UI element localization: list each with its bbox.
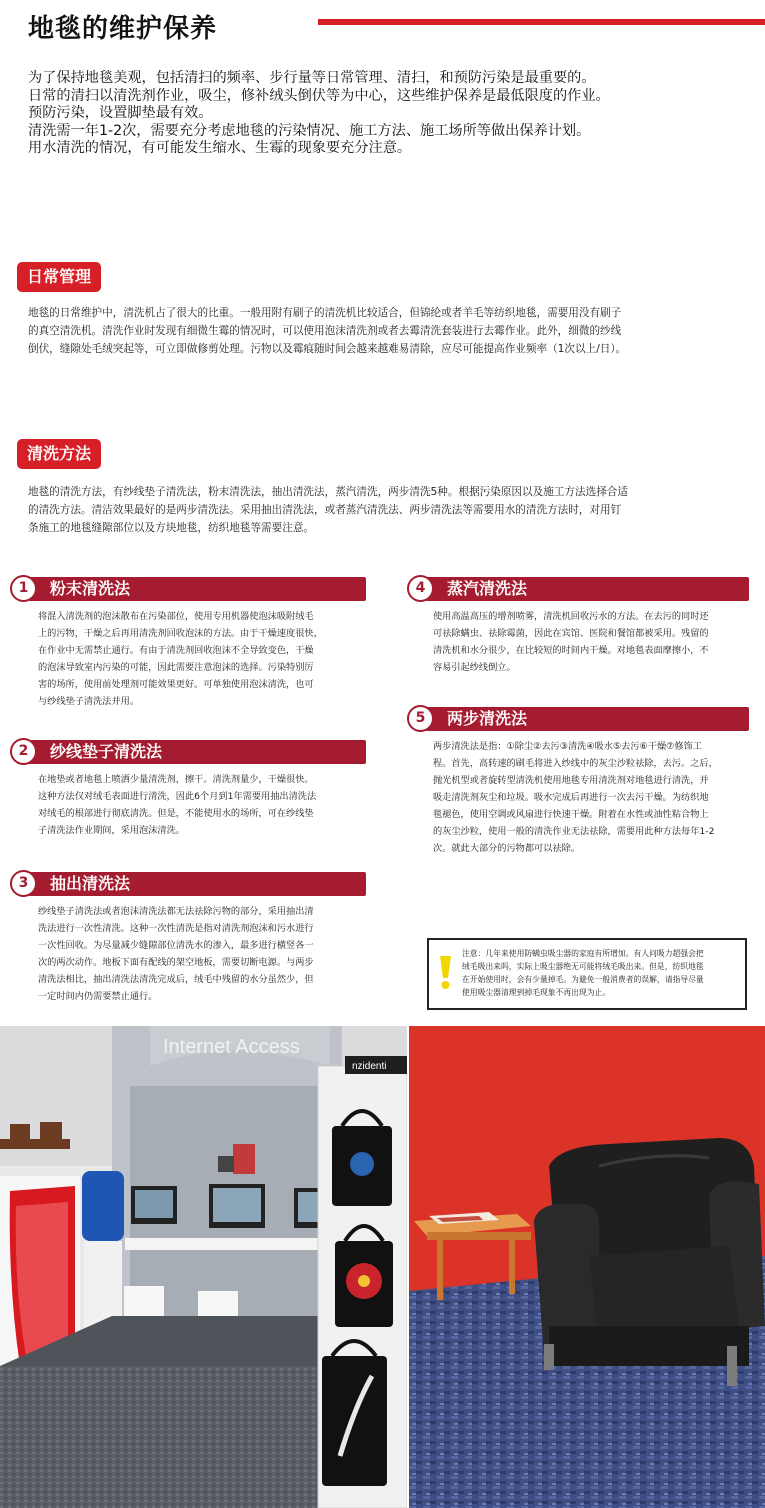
- method-1-text: [38, 608, 323, 710]
- method-4-text: [433, 608, 709, 676]
- internet-access-sign: Internet Access: [163, 1036, 300, 1058]
- method-line: 一定时间内仍需要禁止通行。: [38, 991, 158, 1002]
- method-line: 这种方法仅对绒毛表面进行清洗，因此6个月到1年需要用抽出清洗法: [38, 791, 317, 802]
- lounge-photo: [409, 1026, 765, 1508]
- cleaning-line: 的清洗方法。清洁效果最好的是两步清洗法。采用抽出清洗法，或者蒸汽清洗法、两步清洗法等需要用水的清洗方法时，对用钉: [28, 504, 622, 516]
- method-line: 次。就此大部分的污物都可以祛除。: [433, 843, 580, 854]
- method-title: 抽出清洗法: [50, 874, 131, 893]
- method-number: 1: [10, 575, 37, 602]
- method-title: 纱线垫子清洗法: [50, 742, 163, 761]
- page-title: 地毯的维护保养: [28, 14, 218, 44]
- method-line: 使用高温高压的增剂喷雾，清洗机回收污水的方法。在去污的同时还: [433, 611, 709, 622]
- cleaning-text: [28, 483, 628, 537]
- note-line: 在开始使用时，会有少量掉毛。为避免一般消费者的误解，请指导尽量: [462, 975, 704, 984]
- note-text: [462, 947, 704, 999]
- method-line: 两步清洗法是指：①除尘②去污③清洗④吸水⑤去污⑥干燥⑦修饰工: [433, 741, 702, 752]
- method-3-heading: [10, 870, 366, 897]
- method-line: 的灰尘沙粒，使用一般的清洗作业无法祛除，需要用此种方法每年1-2: [433, 826, 715, 837]
- intro-line: 为了保持地毯美观，包括清扫的频率、步行量等日常管理、清扫，和预防污染是最重要的。: [28, 70, 596, 86]
- method-line: 吸走清洗剂灰尘和垃圾。吸水完成后再进行一次去污干燥。为纺织地: [433, 792, 709, 803]
- method-title: 蒸汽清洗法: [447, 579, 528, 598]
- method-line: 对绒毛的根部进行彻底清洗。但是，不能使用水的场所，可在纱线垫: [38, 808, 314, 819]
- method-line: 容易引起纱线倒立。: [433, 662, 516, 673]
- exclamation-icon: [436, 955, 455, 990]
- method-line: 清洗机和水分很少，在比较短的时间内干燥。对地毯表面摩擦小，不: [433, 645, 709, 656]
- lounge-scene: [409, 1026, 765, 1508]
- method-line: 纱线垫子清洗法或者泡沫清洗法都无法祛除污物的部分，采用抽出清: [38, 906, 314, 917]
- note-line: 绒毛吸出来吗，实际上吸尘器绝无可能将绒毛吸出来。但是，纺织地毯: [462, 962, 704, 971]
- method-line: 害的场所，使用前处理剂可能效果更好。可单独使用泡沫清洗，也可: [38, 679, 314, 690]
- daily-heading: 日常管理: [17, 262, 101, 292]
- daily-text: [28, 304, 626, 358]
- office-photo: [0, 1026, 407, 1508]
- method-line: 清洗法相比，抽出清洗法清洗完成后，绒毛中残留的水分虽然少，但: [38, 974, 314, 985]
- daily-line: 地毯的日常维护中，清洗机占了很大的比重。一般用附有刷子的清洗机比较适合，但锦纶或者羊毛等纺织地毯，需要用没有刷子: [28, 307, 622, 319]
- method-5-heading: [407, 705, 749, 732]
- method-line: 上的污物，干燥之后再用清洗剂回收泡沫的方法。由于干燥速度很快，: [38, 628, 323, 639]
- cleaning-heading: 清洗方法: [17, 439, 101, 469]
- intro-line: 日常的清扫以清洗剂作业，吸尘，修补绒头倒伏等为中心，这些维护保养是最低限度的作业。: [28, 87, 610, 104]
- method-line: 一次性回收。为尽量减少缝隙部位清洗水的渗入，最多进行横竖各一: [38, 940, 314, 951]
- title-rule: [318, 19, 765, 25]
- office-scene: [0, 1026, 407, 1508]
- method-number: 3: [10, 870, 37, 897]
- method-line: 在地垫或者地毯上喷洒少量清洗剂，擦干。清洗剂量少，干燥很快。: [38, 774, 314, 785]
- intro-line: 预防污染，设置脚垫最有效。: [28, 105, 213, 121]
- method-line: 洗法进行一次性清洗。这种一次性清洗是指对清洗剂泡沫和污水进行: [38, 923, 314, 934]
- method-line: 可祛除螨虫、祛除霉菌，因此在宾馆、医院和餐馆都被采用。残留的: [433, 628, 709, 639]
- method-number: 2: [10, 738, 37, 765]
- method-5-text: [433, 738, 718, 857]
- note-line: 注意：几年来使用防螨虫吸尘器的家庭有所增加。有人问吸力超强会把: [462, 949, 704, 958]
- method-2-text: [38, 771, 316, 839]
- intro-line: 用水清洗的情况，有可能发生缩水、生霉的现象要充分注意。: [28, 140, 412, 156]
- daily-line: 的真空清洗机。清洗作业时发现有细微生霉的情况时，可以使用泡沫清洗剂或者去霉清洗套装进行去霉作业。此外，细微的纱线: [28, 325, 622, 337]
- method-line: 将混入清洗剂的泡沫散布在污染部位，使用专用机器使泡沫吸附绒毛: [38, 611, 314, 622]
- method-number: 4: [407, 575, 434, 602]
- method-1-heading: [10, 575, 366, 602]
- intro-line: 清洗需一年1-2次，需要充分考虑地毯的污染情况、施工方法、施工场所等做出保养计划。: [28, 122, 591, 139]
- method-4-heading: [407, 575, 749, 602]
- method-line: 的泡沫导致室内污染的可能，因此需要注意泡沫的选择。污染特别厉: [38, 662, 314, 673]
- method-line: 次的两次动作。地板下面有配线的架空地板，需要切断电源。与两步: [38, 957, 314, 968]
- method-line: 抛光机型或者旋转型清洗机使用地毯专用清洗剂对地毯进行清洗，并: [433, 775, 709, 786]
- method-line: 子清洗法作业期间，采用泡沫清洗。: [38, 825, 185, 836]
- method-line: 程。首先，高转速的刷毛将进入纱线中的灰尘沙粒祛除，去污。之后，: [433, 758, 718, 769]
- method-line: 毯褪色，使用空调或风扇进行快速干燥。附着在水性或油性粘合物上: [433, 809, 709, 820]
- method-2-heading: [10, 738, 366, 765]
- method-title: 两步清洗法: [447, 709, 528, 728]
- intro-text: [28, 70, 748, 158]
- method-line: 与纱线垫子清洗法并用。: [38, 696, 140, 707]
- daily-line: 倒伏，缝隙处毛绒突起等，可立即做修剪处理。污物以及霉痕随时间会越来越难易清除，应尽可能提高作业频率（1次以上/日）。: [28, 343, 627, 355]
- method-title: 粉末清洗法: [50, 579, 131, 598]
- method-3-text: [38, 903, 314, 1005]
- cleaning-line: 地毯的清洗方法，有纱线垫子清洗法，粉末清洗法，抽出清洗法，蒸汽清洗，两步清洗5种。根据污染原因以及施工方法选择合适: [28, 486, 628, 498]
- brand-sign: nzidenti: [352, 1061, 387, 1072]
- note-line: 使用吸尘器清理到掉毛现象不再出现为止。: [462, 988, 611, 997]
- method-line: 在作业中无需禁止通行。有由于清洗剂回收泡沫不全导致变色，干燥: [38, 645, 314, 656]
- cleaning-line: 条施工的地毯缝隙部位以及方块地毯，纺织地毯等需要注意。: [28, 522, 315, 534]
- method-number: 5: [407, 705, 434, 732]
